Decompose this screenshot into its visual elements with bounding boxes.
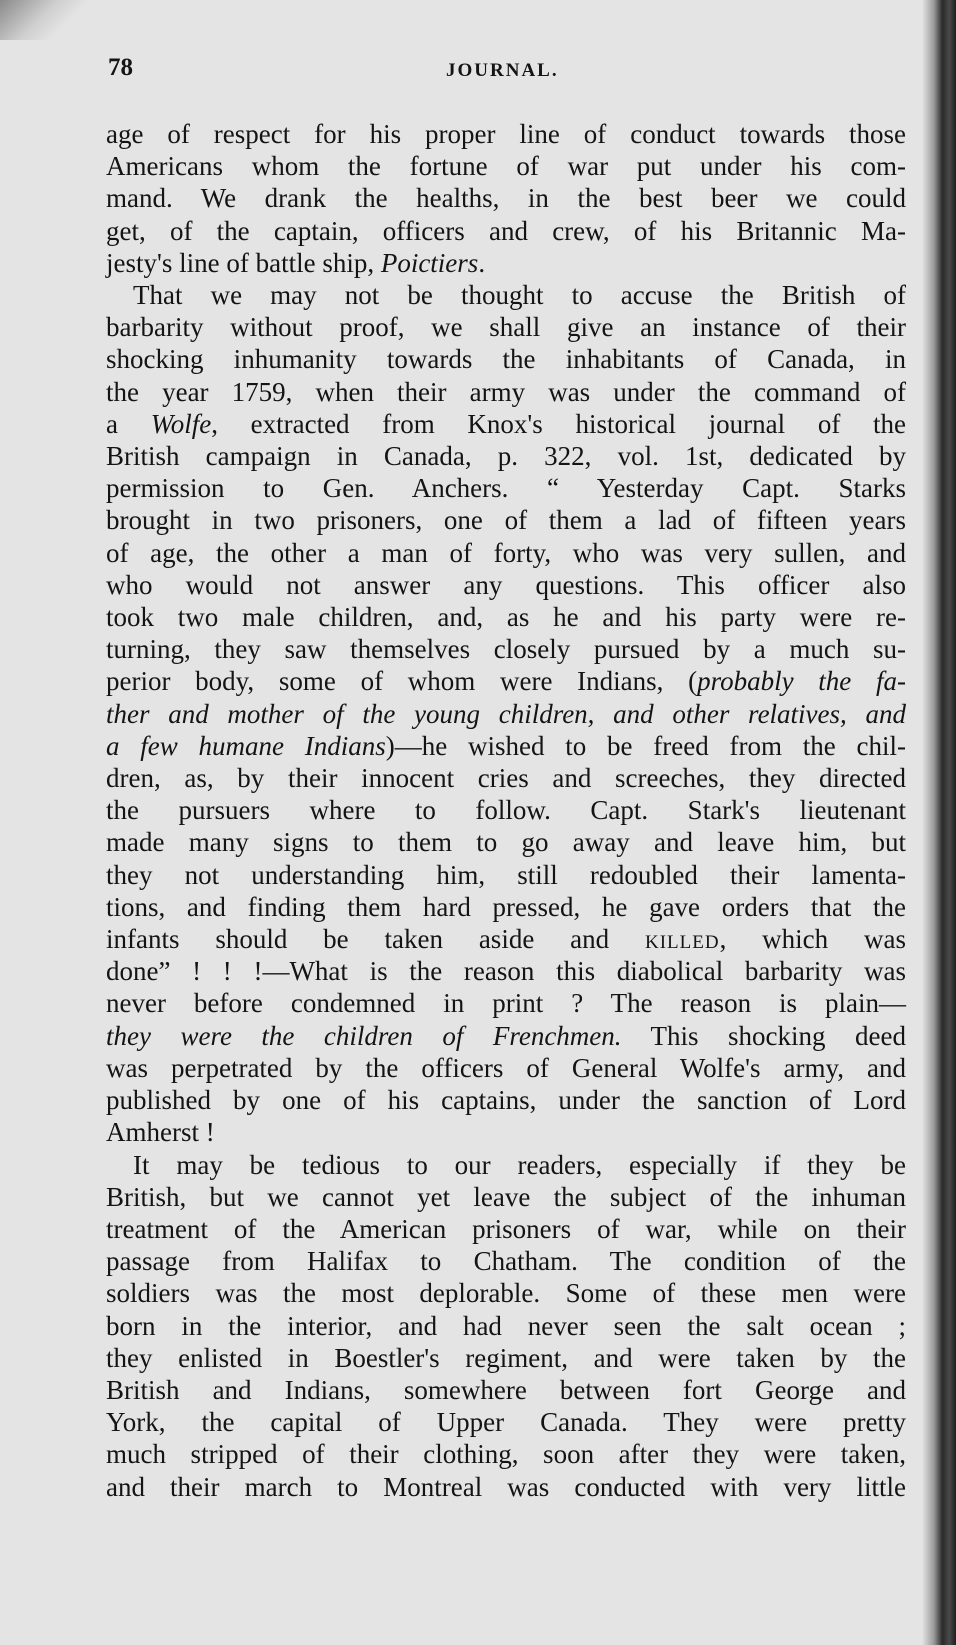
text-line: British, but we cannot yet leave the subject of the inhuman xyxy=(106,1181,906,1212)
running-head: JOURNAL. xyxy=(446,60,559,81)
text-line: Americans whom the fortune of war put under his com- xyxy=(106,151,906,182)
text-line: mand. We drank the healths, in the best beer we could xyxy=(106,183,906,214)
text-line: Amherst ! xyxy=(106,1117,215,1148)
text-line: permission to Gen. Anchers. “ Yesterday Capt. Starks xyxy=(106,473,906,504)
text-line: age of respect for his proper line of conduct towards those xyxy=(106,119,906,149)
text-line: infants should be taken aside and killed, which was xyxy=(106,924,906,955)
text-line xyxy=(106,698,906,730)
small-caps-word: killed xyxy=(644,924,720,955)
italic-emphasis: they were the children of Frenchmen. xyxy=(106,1020,622,1051)
text-line: It may be tedious to our readers, especially if they be xyxy=(133,1149,906,1180)
italic-aside: a few humane Indians xyxy=(106,730,386,761)
text-line: That we may not be thought to accuse the British of xyxy=(133,280,906,311)
text-line: get, of the captain, officers and crew, of his Britannic Ma- xyxy=(106,215,906,246)
text-line: published by one of his captains, under the sanction of Lord xyxy=(106,1085,906,1116)
text-line: they not understanding him, still redoubled their lamenta- xyxy=(106,859,906,890)
page-header xyxy=(108,54,904,90)
text-line: never before condemned in print ? The reason is plain— xyxy=(106,988,906,1019)
text-line: took two male children, and, as he and his party were re- xyxy=(106,602,906,633)
page-number: 78 xyxy=(108,54,133,81)
text-line: soldiers was the most deplorable. Some of these men were xyxy=(106,1278,906,1309)
text-line: shocking inhumanity towards the inhabitants of Canada, in xyxy=(106,344,906,375)
text-line: treatment of the American prisoners of war, while on their xyxy=(106,1213,906,1244)
text-line: of age, the other a man of forty, who was very sullen, and xyxy=(106,537,906,568)
text-line: made many signs to them to go away and leave him, but xyxy=(106,827,906,858)
text-line: much stripped of their clothing, soon after they were taken, xyxy=(106,1439,906,1470)
text-line: and their march to Montreal was conducted with very little xyxy=(106,1471,906,1502)
text-line: a few humane Indians)—he wished to be freed from the chil- xyxy=(106,730,906,761)
text-line: they were the children of Frenchmen. This shocking deed xyxy=(106,1020,906,1051)
text-line: who would not answer any questions. This officer also xyxy=(106,569,906,600)
page-corner-shadow xyxy=(0,0,90,40)
text-line: done” ! ! !—What is the reason this diabolical barbarity was xyxy=(106,956,906,987)
italic-aside: ther and mother of the young children, and other relatives, and xyxy=(106,698,906,729)
text-line: York, the capital of Upper Canada. They were pretty xyxy=(106,1407,906,1438)
text-line: turning, they saw themselves closely pursued by a much su- xyxy=(106,634,906,665)
text-line: barbarity without proof, we shall give an instance of their xyxy=(106,312,906,343)
text-line: the year 1759, when their army was under the command of xyxy=(106,376,906,407)
text-line: the pursuers where to follow. Capt. Stark's lieutenant xyxy=(106,795,906,826)
text-line: a Wolfe, extracted from Knox's historical journal of the xyxy=(106,408,907,439)
binding-gutter-shadow xyxy=(922,0,956,1645)
text-line: was perpetrated by the officers of General Wolfe's army, and xyxy=(106,1052,906,1083)
text-line: tions, and finding them hard pressed, he gave orders that the xyxy=(106,891,906,922)
text-line: jesty's line of battle ship, Poictiers. xyxy=(106,247,486,278)
text-line: British and Indians, somewhere between fort George and xyxy=(106,1374,906,1405)
italic-name: Wolfe xyxy=(150,408,212,439)
text-line: born in the interior, and had never seen the salt ocean ; xyxy=(106,1310,906,1341)
body-text xyxy=(106,118,906,1503)
italic-aside: probably the fa- xyxy=(697,666,906,697)
text-line: they enlisted in Boestler's regiment, and were taken by the xyxy=(106,1342,906,1373)
ship-name: Poictiers xyxy=(380,247,479,278)
text-line: British campaign in Canada, p. 322, vol. 1st, dedicated by xyxy=(106,441,906,472)
text-line: perior body, some of whom were Indians, (probably the fa- xyxy=(106,666,906,697)
text-line: passage from Halifax to Chatham. The condition of the xyxy=(106,1246,906,1277)
text-line: dren, as, by their innocent cries and screeches, they directed xyxy=(106,763,906,794)
text-line: brought in two prisoners, one of them a lad of fifteen years xyxy=(106,505,906,536)
